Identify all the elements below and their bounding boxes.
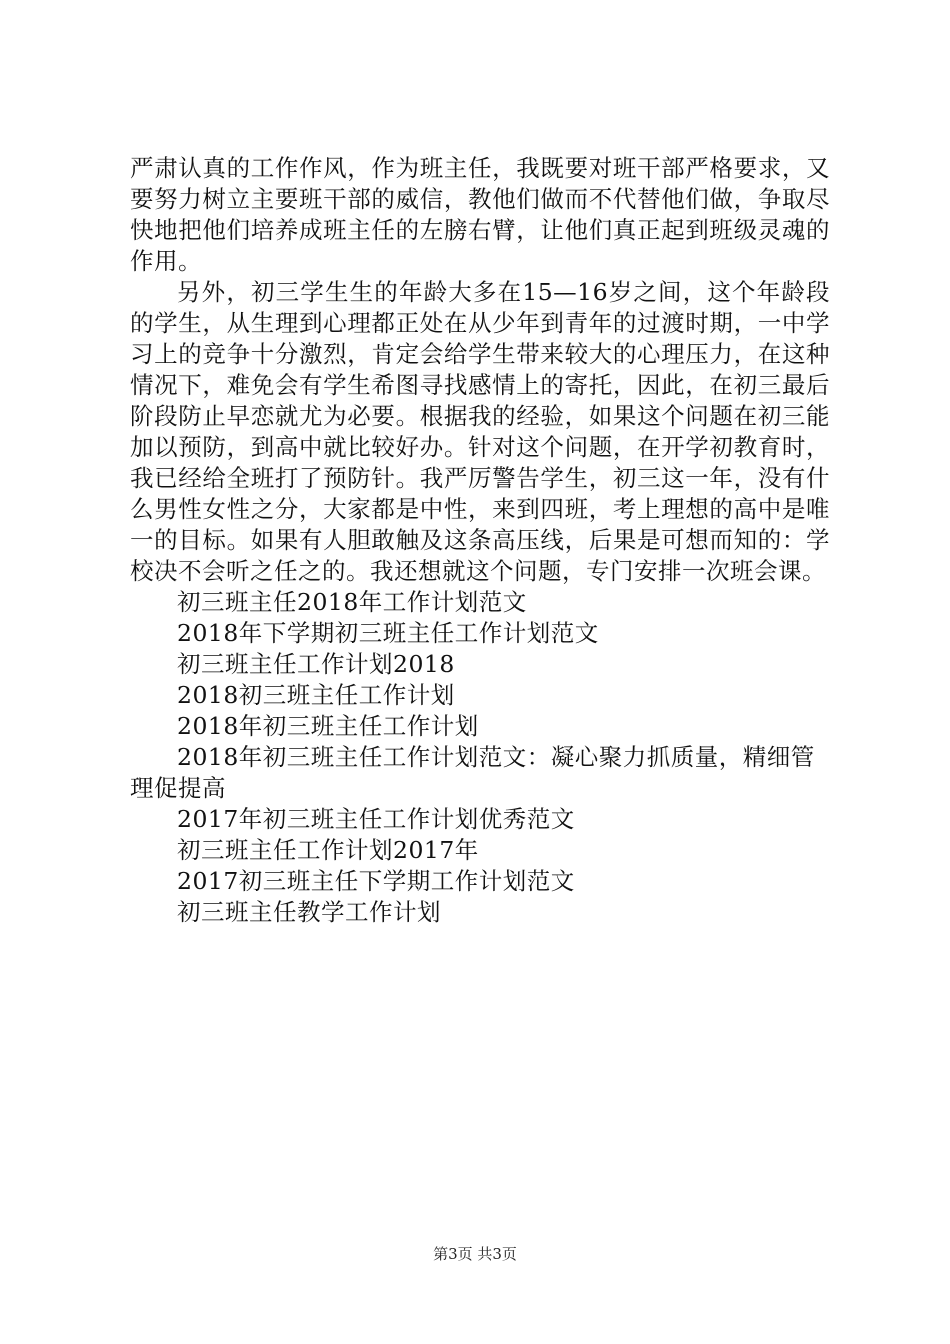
related-article-link[interactable]: 初三班主任2018年工作计划范文 xyxy=(177,588,527,616)
paragraph-continued: 严肃认真的工作作风，作为班主任，我既要对班干部严格要求，又要努力树立主要班干部的威信，教他们做而不代替他们做，争取尽快地把他们培养成班主任的左膀右臂，让他们真正起到班级灵魂的作用。 xyxy=(130,154,830,275)
document-body xyxy=(130,153,830,928)
paragraph-early-love: 另外，初三学生生的年龄大多在15—16岁之间，这个年龄段的学生，从生理到心理都正处在从少年到青年的过渡时期，一中学习上的竞争十分激烈，肯定会给学生带来较大的心理压力，在这种情况下，难免会有学生希图寻找感情上的寄托，因此，在初三最后阶段防止早恋就尤为必要。根据我的经验，如果这个问题在初三能加以预防，到高中就比较好办。针对这个问题，在开学初教育时，我已经给全班打了预防针。我严厉警告学生，初三这一年，没有什么男性女性之分，大家都是中性，来到四班，考上理想的高中是唯一的目标。如果有人胆敢触及这条高压线，后果是可想而知的：学校决不会听之任之的。我还想就这个问题，专门安排一次班会课。 xyxy=(130,278,830,585)
related-article-link[interactable]: 2018年下学期初三班主任工作计划范文 xyxy=(177,619,599,647)
related-article-link[interactable]: 2017年初三班主任工作计划优秀范文 xyxy=(177,805,575,833)
related-article-link[interactable]: 初三班主任教学工作计划 xyxy=(177,898,441,926)
related-article-link[interactable]: 初三班主任工作计划2018 xyxy=(177,650,455,678)
related-articles-list xyxy=(130,587,830,928)
related-article-link[interactable]: 初三班主任工作计划2017年 xyxy=(177,836,479,864)
related-article-link[interactable]: 2018年初三班主任工作计划范文：凝心聚力抓质量，精细管理促提高 xyxy=(130,743,815,802)
related-article-link[interactable]: 2017初三班主任下学期工作计划范文 xyxy=(177,867,575,895)
related-article-link[interactable]: 2018初三班主任工作计划 xyxy=(177,681,455,709)
page-number-footer: 第3页 共3页 xyxy=(433,1245,517,1263)
related-article-link[interactable]: 2018年初三班主任工作计划 xyxy=(177,712,479,740)
